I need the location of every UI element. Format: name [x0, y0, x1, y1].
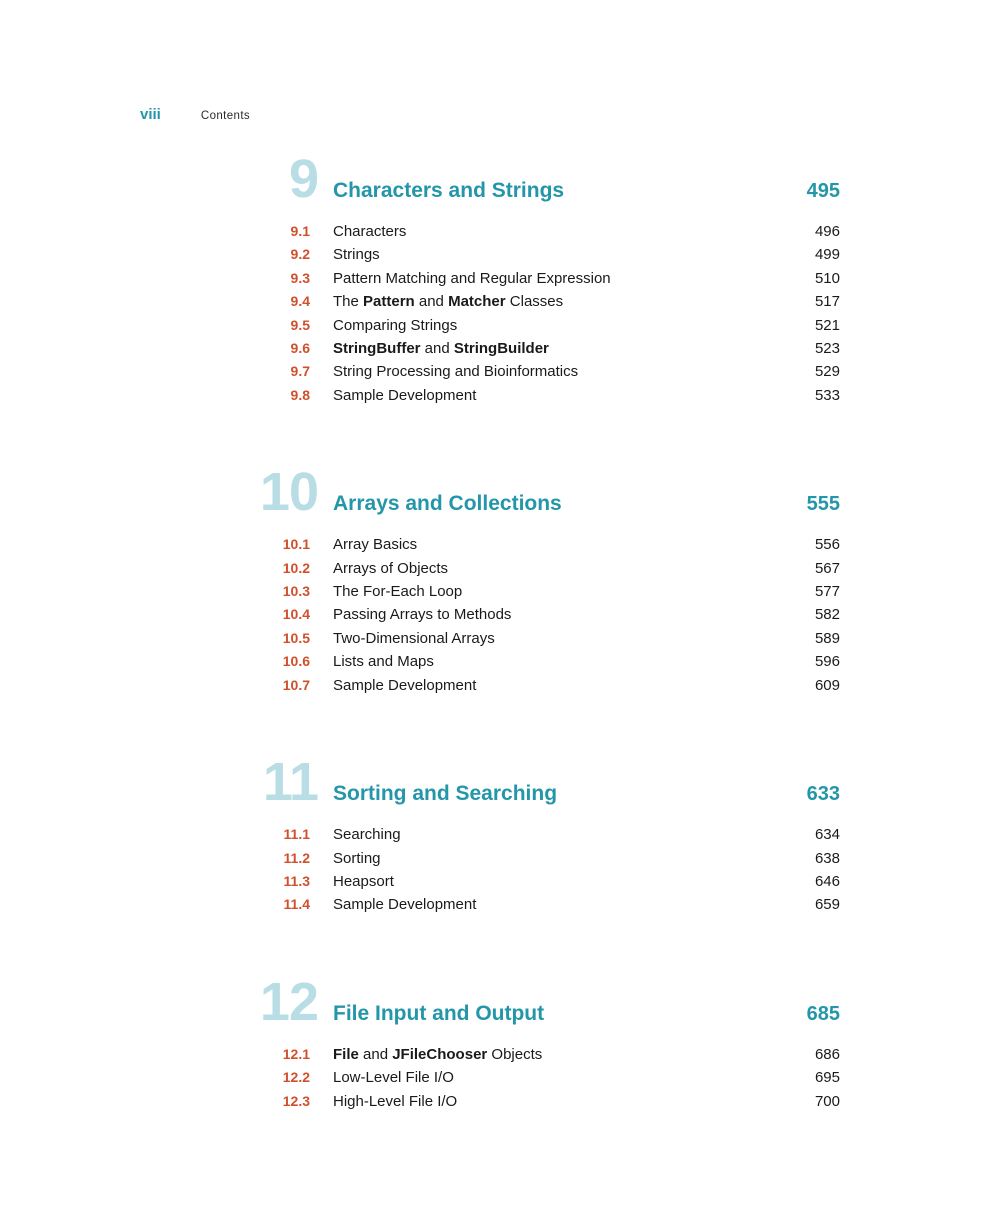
- section-title-part: Low-Level File I/O: [333, 1069, 454, 1087]
- section-title: [333, 1043, 815, 1066]
- section-title: [333, 290, 815, 313]
- section-title: [333, 557, 815, 580]
- section-page-number: 499: [814, 246, 840, 264]
- section-page-number: 646: [814, 872, 840, 890]
- section-title-part: Pattern Matching and Regular Expression: [333, 269, 611, 287]
- section-title-part: StringBuffer: [333, 340, 421, 358]
- section-number: 11.3: [283, 872, 310, 889]
- chapter-heading: [210, 971, 840, 1032]
- section-title: [333, 650, 815, 673]
- section-number: 10.1: [282, 536, 310, 553]
- section-page-number: 556: [814, 536, 840, 554]
- toc-entry: [210, 267, 840, 290]
- toc-entry: [210, 823, 840, 846]
- section-title: [333, 267, 815, 290]
- toc-entry: [210, 557, 840, 580]
- section-number: 10.7: [282, 676, 310, 693]
- section-page-number: 577: [814, 583, 840, 601]
- toc-entry: [210, 1090, 840, 1113]
- section-page-number: 510: [814, 269, 840, 287]
- section-number: 9.6: [290, 340, 310, 357]
- section-title: [333, 1090, 815, 1113]
- section-number: 11.2: [283, 849, 310, 866]
- section-title-part: High-Level File I/O: [333, 1092, 458, 1110]
- section-page-number: 596: [814, 653, 840, 671]
- toc-entry: [210, 650, 840, 673]
- section-title: [333, 220, 815, 243]
- section-title-part: Lists and Maps: [333, 653, 434, 671]
- section-page-number: 523: [814, 340, 840, 358]
- chapter-heading: [210, 752, 840, 813]
- section-title-part: The: [333, 293, 364, 311]
- section-page-number: 659: [814, 896, 840, 914]
- section-title-part: Sorting: [333, 849, 381, 867]
- toc-entry: [210, 220, 840, 243]
- section-page-number: 582: [814, 606, 840, 624]
- section-title: [333, 360, 815, 383]
- section-number: 10.5: [282, 629, 310, 646]
- chapter-heading: [210, 462, 840, 523]
- page-folio: viii: [140, 106, 161, 123]
- section-title-part: String Processing and Bioinformatics: [333, 363, 579, 381]
- section-title-part: Pattern: [363, 293, 415, 311]
- section-title-part: File: [333, 1045, 359, 1063]
- section-title: [333, 823, 815, 846]
- section-page-number: 695: [814, 1069, 840, 1087]
- section-page-number: 609: [814, 676, 840, 694]
- section-title-part: Matcher: [448, 293, 506, 311]
- toc-entry: [210, 314, 840, 337]
- chapter-page-number: 685: [806, 1002, 840, 1025]
- section-title-part: Searching: [333, 826, 401, 844]
- section-number: 12.3: [282, 1092, 310, 1109]
- section-title-part: and: [414, 293, 449, 311]
- section-number: 9.2: [290, 246, 310, 263]
- section-page-number: 638: [814, 849, 840, 867]
- section-title-part: Sample Development: [333, 676, 477, 694]
- section-page-number: 567: [814, 559, 840, 577]
- chapter-number: 10: [259, 462, 318, 523]
- section-title-part: Two-Dimensional Arrays: [333, 629, 495, 647]
- section-title: [333, 243, 815, 266]
- chapter-title: Arrays and Collections: [333, 492, 562, 516]
- section-title-part: Heapsort: [333, 872, 394, 890]
- section-page-number: 533: [814, 386, 840, 404]
- section-title-part: and: [420, 340, 454, 358]
- section-title: [333, 627, 815, 650]
- section-title-part: Characters: [333, 223, 407, 240]
- chapter-heading: [210, 149, 840, 209]
- section-page-number: 634: [814, 826, 840, 844]
- section-number: 12.1: [282, 1045, 310, 1062]
- section-title: [333, 1066, 815, 1089]
- toc-entry: [210, 603, 840, 626]
- section-title: [333, 870, 815, 893]
- section-number: 11.4: [283, 896, 310, 913]
- section-title-part: and: [358, 1045, 393, 1063]
- section-title: [333, 314, 815, 337]
- chapter-number: 9: [288, 149, 318, 209]
- toc-entry: [210, 893, 840, 916]
- section-number: 11.1: [283, 826, 310, 843]
- toc-entry: [210, 627, 840, 650]
- toc-content: [210, 149, 840, 1113]
- section-title-part: Array Basics: [333, 536, 418, 554]
- toc-entry: [210, 870, 840, 893]
- section-page-number: 517: [814, 293, 840, 311]
- chapter-number: 12: [259, 971, 318, 1032]
- toc-entry: [210, 674, 840, 697]
- section-title: [333, 580, 815, 603]
- section-page-number: 521: [814, 316, 840, 334]
- toc-entry: [210, 384, 840, 407]
- chapter-page-number: 555: [806, 493, 840, 516]
- toc-entry: [210, 580, 840, 603]
- section-title-part: Arrays of Objects: [333, 559, 449, 577]
- section-title-part: Comparing Strings: [333, 316, 458, 334]
- chapter-title: Sorting and Searching: [333, 782, 558, 806]
- section-number: 9.5: [290, 316, 310, 333]
- page-header: [140, 106, 250, 123]
- toc-entry: [210, 290, 840, 313]
- section-title-part: Classes: [505, 293, 564, 311]
- chapter-block: [210, 971, 840, 1113]
- toc-entry: [210, 847, 840, 870]
- section-number: 10.6: [282, 653, 310, 670]
- chapter-page-number: 495: [806, 180, 840, 202]
- section-number: 10.2: [282, 559, 310, 576]
- chapter-block: [210, 462, 840, 697]
- section-title: [333, 847, 815, 870]
- section-title: [333, 533, 815, 556]
- section-title-part: Sample Development: [333, 386, 477, 404]
- section-number: 9.3: [290, 269, 310, 286]
- section-title: [333, 674, 815, 697]
- section-number: 9.7: [290, 363, 310, 380]
- section-title-part: Sample Development: [333, 896, 477, 914]
- running-header: Contents: [200, 110, 251, 122]
- chapter-number: 11: [262, 752, 318, 813]
- section-title-part: Passing Arrays to Methods: [333, 606, 512, 624]
- chapter-page-number: 633: [806, 783, 840, 806]
- section-number: 9.4: [290, 293, 310, 310]
- section-page-number: 686: [814, 1045, 840, 1063]
- chapter-title: Characters and Strings: [333, 179, 565, 202]
- section-title-part: The For-Each Loop: [333, 583, 463, 601]
- toc-entry: [210, 360, 840, 383]
- toc-entry: [210, 1043, 840, 1066]
- section-title-part: Strings: [333, 246, 380, 264]
- chapter-block: [210, 752, 840, 917]
- section-number: 9.1: [290, 223, 310, 239]
- section-number: 9.8: [290, 386, 310, 403]
- section-page-number: 496: [814, 223, 840, 240]
- section-page-number: 700: [814, 1092, 840, 1110]
- section-number: 10.3: [282, 583, 310, 600]
- toc-entry: [210, 1066, 840, 1089]
- toc-entry: [210, 243, 840, 266]
- section-title: [333, 603, 815, 626]
- section-page-number: 589: [814, 629, 840, 647]
- chapter-block: [210, 149, 840, 407]
- section-title: [333, 384, 815, 407]
- toc-entry: [210, 533, 840, 556]
- section-title: [333, 893, 815, 916]
- section-title-part: JFileChooser: [392, 1045, 488, 1063]
- toc-entry: [210, 337, 840, 360]
- chapter-title: File Input and Output: [333, 1001, 545, 1025]
- section-title-part: StringBuilder: [453, 340, 549, 358]
- section-number: 10.4: [282, 606, 310, 623]
- section-page-number: 529: [814, 363, 840, 381]
- section-number: 12.2: [282, 1069, 310, 1086]
- section-title-part: Objects: [487, 1045, 543, 1063]
- section-title: [333, 337, 815, 360]
